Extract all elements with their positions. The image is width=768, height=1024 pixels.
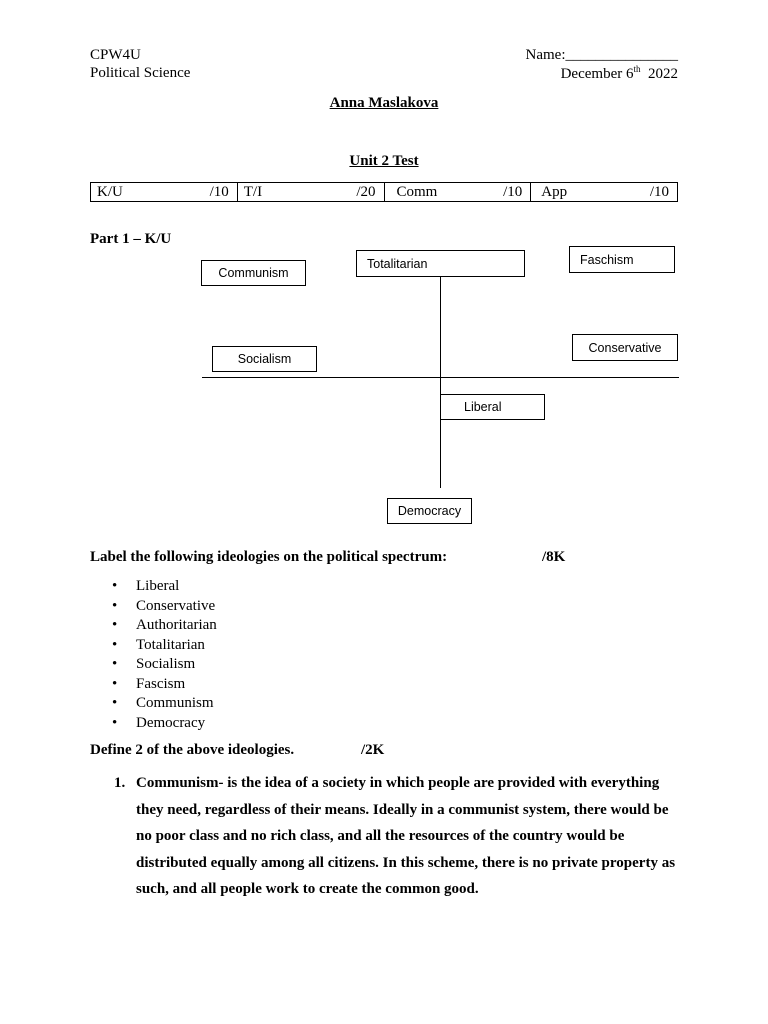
marks-label: T/I [243,183,263,200]
date-year: 2022 [648,66,678,82]
question1-marks: /8K [542,549,566,565]
label-communism: Communism [218,266,289,280]
date-month-day: December 6 [560,66,634,82]
list-item: • Socialism [110,655,217,675]
student-name: Anna Maslakova [329,95,439,111]
marks-label: Comm [396,183,438,200]
label-box-totalitarian [356,250,525,277]
label-box-democracy [387,498,472,524]
test-date [561,64,678,83]
question1-prompt: Label the following ideologies on the political spectrum: [90,549,448,565]
marks-total: /20 [356,183,376,200]
list-item: • Totalitarian [110,636,217,656]
name-line [526,47,678,64]
name-blank: _______________ [565,47,678,63]
list-item: • Fascism [110,675,217,695]
answer-text: Communism- is the idea of a society in which people are provided with everything they need, regardless of their means. Ideally in a communist system, there would be no poor class and no rich class, and all the resources of the country would be distributed equally among all citizens. In this scheme, there is no private property as such, and all people work to create the common good. [136,775,676,897]
list-item: • Democracy [110,714,217,734]
label-socialism: Socialism [237,352,292,366]
name-label: Name: [525,47,566,63]
label-box-conservative [572,334,678,361]
marks-total: /10 [209,183,229,200]
marks-cell-ku [91,183,238,201]
label-box-liberal [440,394,545,420]
label-liberal: Liberal [464,400,502,414]
marks-label: App [541,183,568,200]
list-item: • Communism [110,694,217,714]
marks-label: K/U [97,183,123,200]
label-box-communism [201,260,306,286]
date-suffix: th [633,64,641,74]
marks-cell-ti [238,183,385,201]
label-democracy: Democracy [397,504,462,518]
test-title: Unit 2 Test [349,153,419,169]
marks-total: /10 [649,183,669,200]
question2-marks: /2K [361,742,385,758]
ideology-list [110,577,217,733]
label-totalitarian: Totalitarian [367,256,428,271]
list-item: • Conservative [110,597,217,617]
marks-total: /10 [503,183,523,200]
course-code: CPW4U [90,47,141,63]
marks-cell-comm [385,183,532,201]
vertical-axis [440,276,441,488]
label-box-socialism [212,346,317,372]
label-faschism: Faschism [580,252,634,267]
label-box-faschism [569,246,675,273]
course-name: Political Science [90,65,191,81]
label-conservative: Conservative [588,340,662,355]
marks-cell-app [531,183,677,201]
question2-prompt: Define 2 of the above ideologies. [90,742,295,758]
marks-table [90,182,678,202]
part1-heading: Part 1 – K/U [90,231,172,247]
list-item: • Authoritarian [110,616,217,636]
answer-number: 1. [114,775,126,791]
answer-item [114,770,684,903]
list-item: • Liberal [110,577,217,597]
